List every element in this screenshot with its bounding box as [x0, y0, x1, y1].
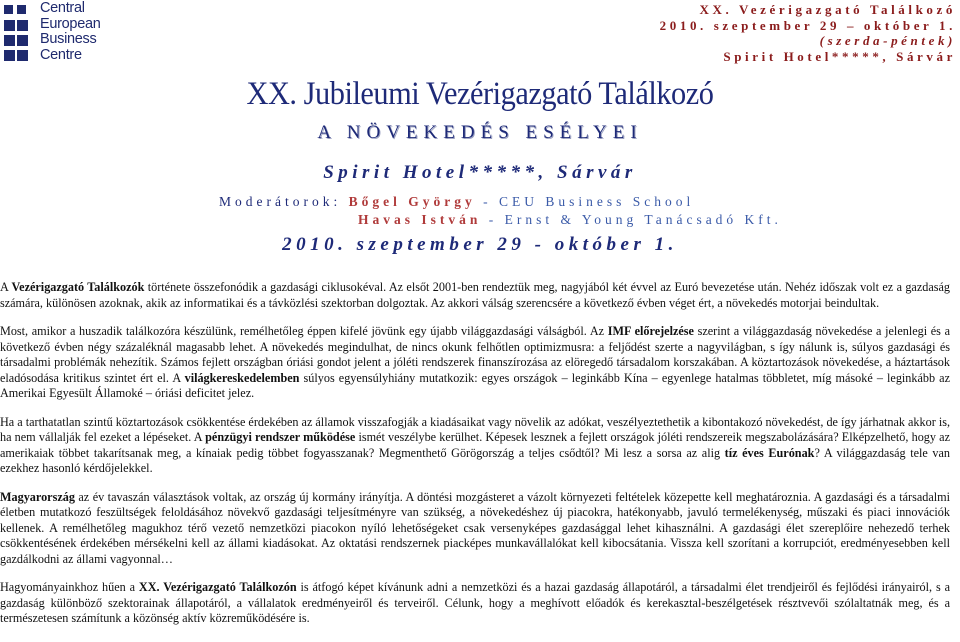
page-title: XX. Jubileumi Vezérigazgató Találkozó — [246, 76, 714, 112]
logo-line: European — [40, 15, 101, 32]
logo-squares-icon — [4, 3, 38, 65]
text-span: ? A világgazdaság tele van ezekhez hasonló kérdőjelekkel. — [0, 445, 950, 475]
text-span: súlyos egyensúlyhiány mutatkozik: egyes országok – leginkább Kína – egyenlege hatalmas többletet, míg másoké – leginkább az Amerikai Egyesült Államoké – óriási deficitet jelez. — [0, 370, 950, 400]
header-event-venue: Spirit Hotel*****, Sárvár — [723, 48, 956, 64]
header-event-date: 2010. szeptember 29 – október 1. — [659, 17, 956, 33]
bold-span: IMF előrejelzése — [607, 324, 694, 338]
text-span: az év tavaszán választások voltak, az ország új kormány irányítja. A döntési mozgásteret a vázolt környezeti feltételek közepette kell meghatároznia. A gazdasági és a társadalmi életben mutatkozó feszültségek feloldásához növekvő gazdasági teljesítményre van szükség, a növekedéshez új piacokra, hatékonyabb, javuló termelékenység, műszaki és piaci innovációk kellenek. A remélhetőleg magukhoz térő vezető nemzetközi piacokon nyíló lehetőségeket csak versenyképes gazdasággal lehet kihasználni. A gazdasági élet szereplőire nehezedő terhek csökkentésének érdekében mérsékelni kell az állami kiadásokat. Az oktatási rendszernek piacképes munkavállalókat kell kibocsátania. Vissza kell szorítani a korrupciót, eredményesebben kell gazdálkodni az állami vagyonnal… — [0, 489, 950, 566]
text-span: Hagyományainkhoz hűen a — [0, 580, 139, 594]
moderator-org: - CEU Business School — [475, 194, 695, 209]
bold-span: világkereskedelemben — [184, 370, 300, 385]
text-span: Most, amikor a huszadik találkozóra készülünk, remélhetőleg éppen kifelé jövünk egy újabb világgazdasági válságból. Az — [0, 324, 608, 338]
text-span: szerint a világgazdaság növekedése a jelenlegi és a következő évben négy százaléknál magasabb lehet. A növekedés megindulhat, de nincs okunk felhőtlen optimizmusra: a feljődést szerte a nagyvilágban, s így nálunk is, súlyos gazdasági és társadalmi problémák nehezítik. Számos fejlett országban óriási gondot jelent a jóléti rendszerek finanszírozása az elöregedő társadalom korszakában. A köztartozások növekedése, a háztartások eladósodása kritikus szintet ért el. A — [0, 324, 950, 385]
event-date: 2010. szeptember 29 - október 1. — [282, 234, 678, 255]
moderator-name: Bőgel György — [348, 194, 476, 209]
paragraph — [0, 280, 950, 311]
text-span: A — [0, 280, 12, 294]
logo-square-icon — [17, 50, 28, 61]
moderator-line-2 — [219, 211, 782, 229]
logo-square-icon — [4, 5, 13, 14]
moderators-block — [219, 193, 782, 228]
document-body — [0, 280, 950, 640]
logo-square-icon — [17, 5, 26, 14]
bold-span: pénzügyi rendszer működése — [205, 430, 356, 444]
header-event-name: XX. Vezérigazgató Találkozó — [699, 2, 956, 17]
logo-line: Business — [40, 31, 97, 47]
text-span: Ha a tarthatatlan szintű köztartozások csökkentése érdekében az államok visszafogják a kiadásaikat vagy növelik az adókat, veszélyeztethetik a kibontakozó növekedést, de így járhatnak akkor is, ha nem vállalják fel ezeket a lépéseket. A — [0, 414, 950, 444]
logo-square-icon — [4, 50, 15, 61]
text-span: is átfogó képet kívánunk adni a nemzetközi és a hazai gazdaság állapotáról, a társadalmi élet trendjeiről és fejlődési irányairól, s a gazdaság különböző szektorainak állapotáról, a vállalatok eredményeiről és terveiről. Célunk, hogy a meghívott előadók és kerekasztal-beszélgetések résztvevői szólaltatnák meg, és a természetesen számítunk a közönség aktív közreműködésére is. — [0, 580, 950, 625]
cebc-logo — [4, 0, 124, 65]
text-span: ismét veszélybe kerülhet. Képesek lesznek a fejlett országok jóléti rendszereik megszabolázására? Elképzelhető, hogy az amerikaiak többet takarítsanak meg, a kínaiak pedig többet fogyasszanak? Megmenthető Görögország a teljes csődtől? Mi lesz a sorsa az alig — [0, 430, 950, 460]
logo-square-icon — [17, 35, 28, 46]
bold-span: XX. Vezérigazgató Találkozón — [138, 580, 297, 594]
moderator-org: - Ernst & Young Tanácsadó Kft. — [481, 211, 782, 227]
logo-square-icon — [17, 20, 28, 31]
venue-line: Spirit Hotel*****, Sárvár — [323, 162, 637, 183]
paragraph — [0, 490, 950, 568]
logo-text — [40, 1, 101, 63]
bold-span: Vezérigazgató Találkozók — [11, 280, 145, 294]
paragraph — [0, 580, 950, 627]
logo-square-icon — [4, 20, 15, 31]
event-header — [660, 2, 956, 64]
moderators-label: Moderátorok: — [219, 194, 342, 209]
moderator-line-1 — [219, 193, 782, 211]
logo-line: Centre — [40, 46, 82, 63]
header-event-days: (szerda-péntek) — [819, 33, 956, 48]
text-span: története összefonódik a gazdasági ciklusokéval. Az elsőt 2001-ben rendeztük meg, nagyjából két évvel az Euró bevezetése után. Nehéz időszak volt ez a gazdaság számára, különösen azoknak, akik az informatikai és a távközlési szektorban dolgoztak. Az akkori válság szerencsére a következő évben véget ért, a növekedés motorjai beindultak. — [0, 280, 950, 310]
logo-line: Central — [40, 0, 85, 16]
moderator-name: Havas István — [358, 211, 482, 227]
bold-span: Magyarország — [0, 489, 75, 504]
bold-span: tíz éves Eurónak — [724, 445, 815, 460]
paragraph — [0, 324, 950, 402]
page-subtitle: A NÖVEKEDÉS ESÉLYEI — [317, 122, 643, 143]
paragraph — [0, 415, 950, 477]
logo-square-icon — [4, 35, 15, 46]
